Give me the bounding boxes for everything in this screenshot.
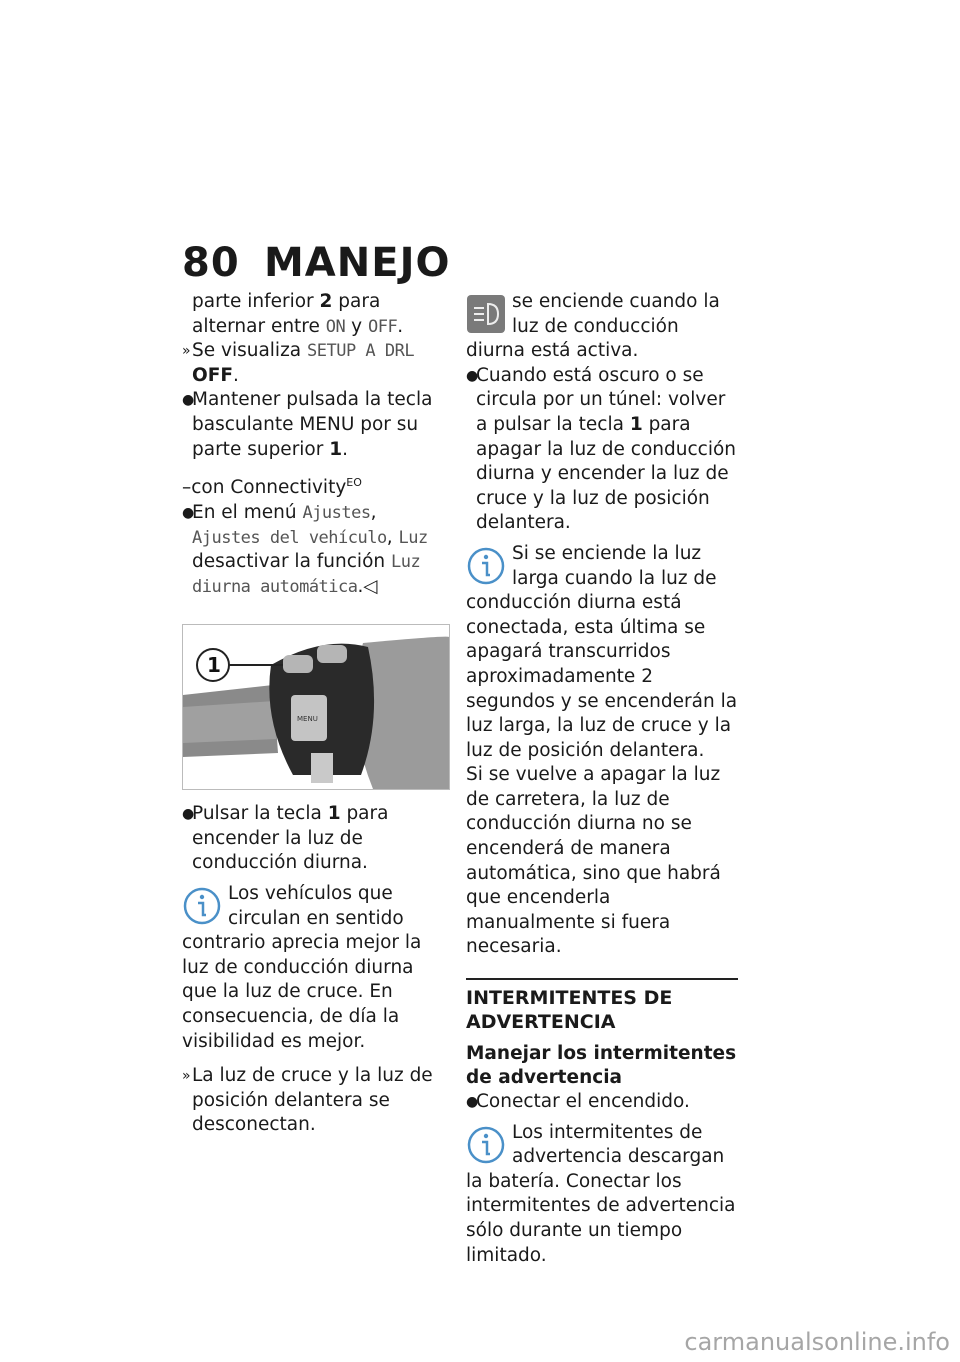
info-note: Si se enciende la luz larga cuando la luz de conducción diurna está conectada, esta última se apagará transcurridos aproximadamente 2 segundos y se encenderán la luz larga, la luz de cruce y la luz de posición delantera. (466, 542, 738, 761)
left-column (182, 290, 450, 1138)
section-title: INTERMITENTES DE ADVERTENCIA (466, 978, 738, 1034)
step-item: ● Cuando está oscuro o se circula por un túnel: volver a pulsar la tecla 1 para apagar la luz de conducción diurna y encender la luz de cruce y la luz de posición delantera. (466, 364, 737, 534)
bullet-icon: ● (182, 392, 195, 409)
step-item: ● Conectar el encendido. (466, 1090, 738, 1115)
continued-step: parte inferior 2 para alternar entre ON y OFF. (192, 291, 404, 337)
subsection-title: Manejar los intermitentes de advertencia (466, 1043, 737, 1089)
page-header (182, 240, 450, 286)
drl-indicator-note: se enciende cuando la luz de conducción diurna está activa. (466, 291, 720, 362)
info-note: Los intermitentes de advertencia descargan la batería. Conectar los intermitentes de advertencia sólo durante un tiempo limitado. (466, 1121, 736, 1266)
result-arrow-icon: » (182, 343, 191, 360)
bullet-icon: ● (466, 1094, 479, 1111)
condition-line: –con Connectivity$^{EO}$ (182, 476, 362, 499)
handlebar-switch-figure (182, 624, 450, 790)
right-column (466, 290, 738, 1268)
step-item: ● Pulsar la tecla 1 para encender la luz de conducción diurna. (182, 803, 389, 874)
bullet-icon: ● (182, 504, 195, 521)
info-note: Los vehículos que circulan en sentido contrario aprecia mejor la luz de conducción diurna que la luz de cruce. En consecuencia, de día la visibilidad es mejor. (182, 883, 422, 1052)
figure-callout-1: 1 (207, 653, 221, 678)
paragraph: Si se vuelve a apagar la luz de carretera, la luz de conducción diurna no se encenderá de manera automática, sino que habrá que encenderla manualmente si fuera necesaria. (466, 764, 721, 958)
info-icon (466, 546, 506, 586)
handlebar-illustration (183, 625, 449, 789)
figure-menu-label: MENU (297, 715, 318, 724)
info-icon (466, 1125, 506, 1165)
result-arrow-icon: » (182, 1068, 191, 1085)
step-item: ● Mantener pulsada la tecla basculante MENU por su parte superior 1. (182, 389, 433, 460)
info-icon (182, 886, 222, 926)
chapter-title: MANEJO (264, 240, 451, 286)
bullet-icon: ● (466, 367, 479, 384)
result-item: » Se visualiza SETUP A DRL OFF. (182, 340, 415, 386)
watermark: carmanualsonline.info (684, 1328, 950, 1356)
page-number: 80 (182, 240, 240, 286)
daytime-running-light-icon (466, 294, 506, 334)
bullet-icon: ● (182, 806, 195, 823)
result-item: » La luz de cruce y la luz de posición delantera se desconectan. (182, 1065, 433, 1136)
step-item: ● En el menú Ajustes, Ajustes del vehículo, Luz desactivar la función Luz diurna automática.◁ (182, 501, 428, 597)
